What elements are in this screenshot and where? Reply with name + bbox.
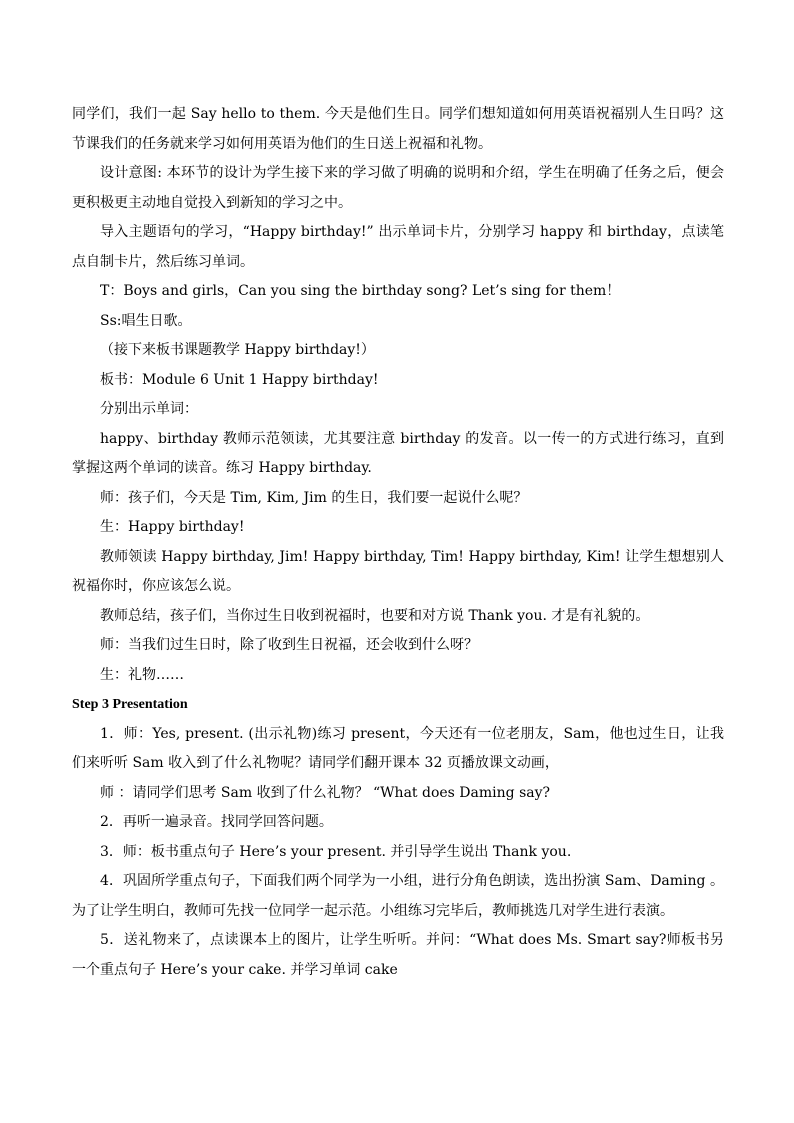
- paragraph-design-intent: 设计意图: 本环节的设计为学生接下来的学习做了明确的说明和介绍，学生在明确了任务之后，便会更积极更主动地自觉投入到新知的学习之中。: [72, 165, 724, 211]
- paragraph-students-sing: Ss:唱生日歌。: [100, 312, 192, 329]
- paragraph-show-words: 分别出示单词：: [100, 401, 198, 417]
- paragraph-student-answer: 生：Happy birthday!: [100, 519, 245, 535]
- step-item-4: 4．巩固所学重点句子，下面我们两个同学为一小组，进行分角色朗读，选出扮演 Sam、Daming 。为了让学生明白，教师可先找一位同学一起示范。小组练习完毕后，教师挑选几对学生进行表演。: [72, 873, 724, 919]
- paragraph-teacher-question-gift: 师：当我们过生日时，除了收到生日祝福，还会收到什么呀？: [100, 637, 478, 653]
- paragraph-word-practice: happy、birthday 教师示范领读，尤其要注意 birthday 的发音。以一传一的方式进行练习，直到掌握这两个单词的读音。练习 Happy birthday.: [72, 430, 724, 476]
- section-heading: Step 3 Presentation: [72, 697, 188, 712]
- document-body: [72, 100, 724, 985]
- paragraph-board-writing: 板书：Module 6 Unit 1 Happy birthday!: [100, 371, 379, 388]
- step-item-2: 2．再听一遍录音。找同学回答问题。: [100, 814, 333, 830]
- step-item-5: 5．送礼物来了，点读课本上的图片，让学生听听。并问：“What does Ms. Smart say?师板书另一个重点句子 Here’s your cake. 并学习单词 cake: [72, 932, 724, 978]
- step-item-1-followup: 师 ：请同学们思考 Sam 收到了什么礼物？ “What does Daming say?: [100, 784, 551, 801]
- paragraph-teacher-question: 师：孩子们，今天是 Tim, Kim, Jim 的生日，我们要一起说什么呢？: [100, 489, 528, 506]
- paragraph-student-answer-gift: 生：礼物……: [100, 666, 184, 683]
- paragraph-theme-intro: 导入主题语句的学习，“Happy birthday!” 出示单词卡片，分别学习 happy 和 birthday，点读笔点自制卡片，然后练习单词。: [72, 224, 724, 270]
- paragraph-board-title-note: （接下来板书课题教学 Happy birthday!）: [100, 342, 375, 358]
- paragraph-lead-reading: 教师领读 Happy birthday, Jim! Happy birthday, Tim! Happy birthday, Kim! 让学生想想别人祝福你时，你应该怎么说。: [72, 548, 724, 594]
- step-item-1: 1．师：Yes, present. (出示礼物)练习 present，今天还有一位老朋友，Sam，他也过生日，让我们来听听 Sam 收入到了什么礼物呢？请同学们翻开课本 32 页播放课文动画，: [72, 725, 724, 771]
- paragraph-intro: 同学们，我们一起 Say hello to them. 今天是他们生日。同学们想知道如何用英语祝福别人生日吗？这节课我们的任务就来学习如何用英语为他们的生日送上祝福和礼物。: [72, 106, 724, 152]
- step-item-3: 3．师：板书重点句子 Here’s your present. 并引导学生说出 Thank you.: [100, 843, 572, 860]
- paragraph-teacher-summary: 教师总结，孩子们，当你过生日收到祝福时，也要和对方说 Thank you. 才是有礼貌的。: [100, 607, 650, 624]
- paragraph-teacher-line: T：Boys and girls，Can you sing the birthday song? Let’s sing for them！: [100, 283, 621, 299]
